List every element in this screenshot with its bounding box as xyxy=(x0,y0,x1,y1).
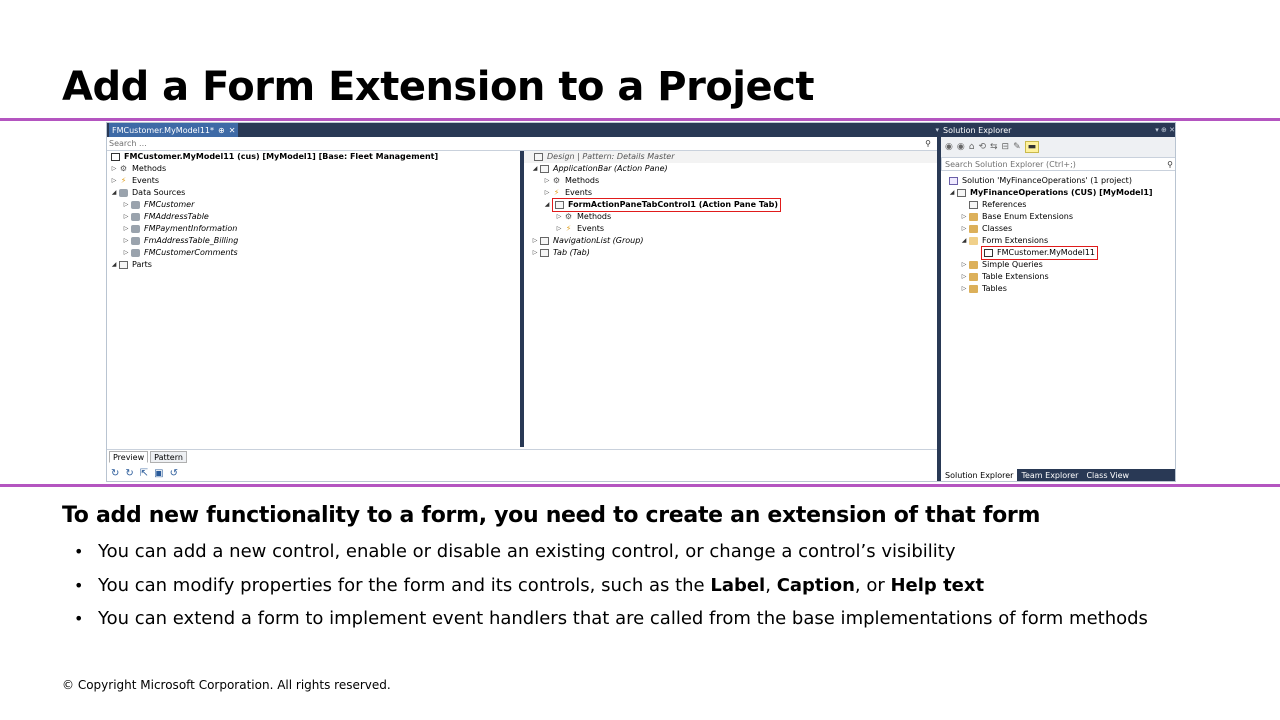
collapse-arrow-icon[interactable]: ◢ xyxy=(961,237,967,244)
solution-explorer xyxy=(941,123,1176,482)
tree-row-label: MyFinanceOperations (CUS) [MyModel1] xyxy=(970,188,1153,197)
expand-arrow-icon[interactable]: ▷ xyxy=(532,237,538,244)
folder-icon xyxy=(969,285,978,293)
sync-icon[interactable]: ⇆ xyxy=(989,142,998,152)
expand-arrow-icon[interactable]: ▷ xyxy=(111,165,117,172)
bullet-item xyxy=(74,605,1148,639)
table-icon xyxy=(131,213,140,221)
expand-arrow-icon[interactable]: ▷ xyxy=(556,225,562,232)
folder-icon xyxy=(969,225,978,233)
tree-row-datasource[interactable] xyxy=(107,211,520,223)
expand-arrow-icon[interactable]: ▷ xyxy=(961,273,967,280)
tree-row-navigation-list[interactable] xyxy=(524,235,937,247)
refresh-icon[interactable]: ↻ xyxy=(111,468,120,479)
tree-row-events[interactable] xyxy=(107,175,520,187)
tree-row-label: Methods xyxy=(577,212,612,221)
designer-bottom-panel xyxy=(107,449,937,482)
expand-arrow-icon[interactable]: ▷ xyxy=(961,285,967,292)
tree-row-design[interactable] xyxy=(524,151,937,163)
bullet-separator: , xyxy=(765,574,777,596)
tree-row-label: Events xyxy=(565,188,593,197)
tab-preview[interactable]: Preview xyxy=(109,451,148,463)
top-divider xyxy=(0,118,1280,121)
solution-icon xyxy=(949,177,958,185)
table-icon xyxy=(131,237,140,245)
solution-explorer-titlebar xyxy=(941,123,1176,137)
tree-row-label: References xyxy=(982,200,1027,209)
solution-search-placeholder: Search Solution Explorer (Ctrl+;) xyxy=(945,159,1076,169)
expand-arrow-icon[interactable]: ▷ xyxy=(961,213,967,220)
bullet-text: You can modify properties for the form and its controls, such as the xyxy=(98,574,711,596)
window-controls-icon[interactable]: ▾ ⊕ ✕ xyxy=(1155,126,1175,134)
refresh-all-icon[interactable]: ↻ xyxy=(125,468,134,479)
vs-screenshot xyxy=(106,122,1176,482)
close-icon[interactable]: ✕ xyxy=(228,125,236,135)
tree-row-label: Methods xyxy=(132,164,167,173)
expand-arrow-icon[interactable]: ▷ xyxy=(544,177,550,184)
tab-team-explorer[interactable]: Team Explorer xyxy=(1021,471,1079,480)
preview-icon[interactable]: ▬ xyxy=(1025,141,1040,153)
window-icon[interactable]: ▣ xyxy=(154,468,164,479)
highlighted-form-extension xyxy=(981,246,1098,260)
tree-row-label: NavigationList (Group) xyxy=(553,236,644,245)
folder-icon xyxy=(969,261,978,269)
document-tab-label: FMCustomer.MyModel11* xyxy=(112,125,215,135)
references-icon xyxy=(969,201,978,209)
tab-icon xyxy=(540,249,549,257)
tree-row-folder[interactable] xyxy=(941,283,1176,295)
collapse-arrow-icon[interactable]: ◢ xyxy=(949,189,955,196)
collapse-all-icon[interactable]: ⊟ xyxy=(1001,142,1010,152)
tree-row-label: Data Sources xyxy=(132,188,186,197)
tree-row-solution[interactable] xyxy=(941,175,1176,187)
expand-arrow-icon[interactable]: ▷ xyxy=(123,237,129,244)
tab-solution-explorer[interactable]: Solution Explorer xyxy=(941,469,1017,482)
bullet-separator: , or xyxy=(854,574,891,596)
bolt-icon: ⚡ xyxy=(120,176,127,185)
bullet-bold-caption: Caption xyxy=(776,574,855,596)
expand-arrow-icon[interactable]: ▷ xyxy=(111,177,117,184)
tree-row-datasource[interactable] xyxy=(107,199,520,211)
tree-row-label: Solution 'MyFinanceOperations' (1 project) xyxy=(962,176,1132,185)
slide-title: Add a Form Extension to a Project xyxy=(62,64,814,110)
folder-icon xyxy=(969,213,978,221)
tree-row-data-sources[interactable] xyxy=(107,187,520,199)
highlighted-new-control xyxy=(552,198,781,212)
tree-row-appbar[interactable] xyxy=(524,163,937,175)
tree-row-label: Tables xyxy=(982,284,1007,293)
pin-icon[interactable]: ⊕ xyxy=(218,125,225,135)
solution-explorer-tabs xyxy=(941,469,1176,482)
gear-icon: ⚙ xyxy=(552,176,561,185)
dropdown-icon[interactable]: ▾ xyxy=(935,126,939,134)
tree-row-label: FMCustomer.MyModel11 (cus) [MyModel1] [Base: Fleet Management] xyxy=(124,152,439,161)
tree-row-label: Base Enum Extensions xyxy=(982,212,1073,221)
table-icon xyxy=(131,201,140,209)
designer-search-input[interactable] xyxy=(107,137,941,151)
document-tab-bar xyxy=(107,123,941,137)
collapse-arrow-icon[interactable]: ◢ xyxy=(532,165,538,172)
solution-search-input[interactable] xyxy=(941,157,1176,171)
tree-row-label: Simple Queries xyxy=(982,260,1043,269)
form-icon xyxy=(111,153,120,161)
tree-row-label: Events xyxy=(577,224,605,233)
bullet-item xyxy=(74,572,1148,606)
tree-row-label: FmAddressTable_Billing xyxy=(144,236,239,245)
document-tab[interactable] xyxy=(109,123,238,137)
collapse-arrow-icon[interactable]: ◢ xyxy=(544,201,550,208)
lead-text: To add new functionality to a form, you need to create an extension of that form xyxy=(62,503,1041,528)
table-icon xyxy=(131,225,140,233)
tree-row-label: FMCustomerComments xyxy=(144,248,238,257)
history-icon[interactable]: ⟲ xyxy=(978,142,986,152)
tree-row-label: ApplicationBar (Action Pane) xyxy=(553,164,668,173)
tree-row-methods[interactable] xyxy=(524,175,937,187)
home-icon[interactable]: ⌂ xyxy=(968,142,975,152)
tree-row-project[interactable] xyxy=(941,187,1176,199)
tree-row-methods[interactable] xyxy=(107,163,520,175)
tree-row-label: Events xyxy=(132,176,160,185)
wrench-icon[interactable]: ✎ xyxy=(1013,142,1021,152)
tab-icon xyxy=(555,201,564,209)
bullet-item xyxy=(74,538,1148,572)
bullet-list xyxy=(74,538,1148,639)
tree-row-form-extension[interactable] xyxy=(941,247,1176,259)
tree-row-datasource[interactable] xyxy=(107,247,520,259)
expand-arrow-icon[interactable]: ▷ xyxy=(532,249,538,256)
expand-arrow-icon[interactable]: ▷ xyxy=(961,225,967,232)
expand-arrow-icon[interactable]: ▷ xyxy=(123,225,129,232)
form-icon xyxy=(984,249,993,257)
tree-row-label: Methods xyxy=(565,176,600,185)
export-icon[interactable]: ⇱ xyxy=(139,468,149,479)
tree-row-datasource[interactable] xyxy=(107,235,520,247)
tree-row-label: FMCustomer xyxy=(144,200,195,209)
tree-row-folder[interactable] xyxy=(941,223,1176,235)
tree-row-parts[interactable] xyxy=(107,259,520,271)
tab-pattern[interactable]: Pattern xyxy=(150,451,187,463)
search-icon[interactable]: ⚲ xyxy=(925,139,931,148)
copyright: © Copyright Microsoft Corporation. All rights reserved. xyxy=(62,678,391,692)
bullet-bold-label: Label xyxy=(710,574,766,596)
bottom-divider xyxy=(0,484,1280,487)
tree-row-folder[interactable] xyxy=(941,211,1176,223)
tree-row-folder[interactable] xyxy=(941,271,1176,283)
tree-row-methods[interactable] xyxy=(524,211,937,223)
folder-icon xyxy=(969,273,978,281)
undo-icon[interactable]: ↺ xyxy=(169,468,179,479)
collapse-arrow-icon[interactable]: ◢ xyxy=(111,261,117,268)
gear-icon: ⚙ xyxy=(119,164,128,173)
expand-arrow-icon[interactable]: ▷ xyxy=(123,213,129,220)
forward-icon[interactable]: ◉ xyxy=(956,142,965,152)
tree-row-folder[interactable] xyxy=(941,259,1176,271)
bullet-bold-help: Help text xyxy=(890,574,985,596)
tree-row-datasource[interactable] xyxy=(107,223,520,235)
tree-row-label: FMAddressTable xyxy=(144,212,209,221)
gear-icon: ⚙ xyxy=(564,212,573,221)
designer-search-placeholder: Search ... xyxy=(109,139,147,148)
tree-row-label: Tab (Tab) xyxy=(553,248,590,257)
tree-row-label: FMPaymentInformation xyxy=(144,224,238,233)
tree-row-label: Classes xyxy=(982,224,1013,233)
group-icon xyxy=(540,237,549,245)
expand-arrow-icon[interactable]: ▷ xyxy=(961,261,967,268)
table-icon xyxy=(131,249,140,257)
expand-arrow-icon[interactable]: ▷ xyxy=(556,213,562,220)
tree-row-label: FMCustomer.MyModel11 xyxy=(997,248,1096,257)
tree-row-label: Parts xyxy=(132,260,152,269)
tab-class-view[interactable]: Class View xyxy=(1086,471,1130,480)
bullet-text: You can add a new control, enable or disable an existing control, or change a control’s visibility xyxy=(98,541,956,562)
bolt-icon: ⚡ xyxy=(565,224,572,233)
collapse-arrow-icon[interactable]: ◢ xyxy=(111,189,117,196)
tree-row-label: Table Extensions xyxy=(982,272,1049,281)
solution-tree xyxy=(941,175,1176,295)
back-icon[interactable]: ◉ xyxy=(945,142,953,152)
folder-open-icon xyxy=(969,237,978,245)
project-icon xyxy=(957,189,966,197)
solution-explorer-toolbar xyxy=(941,137,1176,157)
tree-row-events[interactable] xyxy=(524,223,937,235)
solution-explorer-title: Solution Explorer xyxy=(943,125,1012,135)
tree-row-label: Design | Pattern: Details Master xyxy=(547,152,675,161)
search-icon[interactable]: ⚲ xyxy=(1167,159,1173,169)
tree-row-tab[interactable] xyxy=(524,247,937,259)
expand-arrow-icon[interactable]: ▷ xyxy=(123,249,129,256)
design-icon xyxy=(534,153,543,161)
expand-arrow-icon[interactable]: ▷ xyxy=(544,189,550,196)
action-pane-icon xyxy=(540,165,549,173)
tree-row-root[interactable] xyxy=(107,151,520,163)
design-tree xyxy=(524,151,937,447)
form-element-tree xyxy=(107,151,520,447)
expand-arrow-icon[interactable]: ▷ xyxy=(123,201,129,208)
database-icon xyxy=(119,189,128,197)
tree-row-label: FormActionPaneTabControl1 (Action Pane Tab) xyxy=(568,200,779,209)
tree-row-label: Form Extensions xyxy=(982,236,1049,245)
tree-row-references[interactable] xyxy=(941,199,1176,211)
box-icon xyxy=(119,261,128,269)
bullet-text: You can extend a form to implement event handlers that are called from the base implementations of form methods xyxy=(98,608,1148,629)
bolt-icon: ⚡ xyxy=(553,188,560,197)
tree-row-action-pane-tab[interactable] xyxy=(524,199,937,211)
